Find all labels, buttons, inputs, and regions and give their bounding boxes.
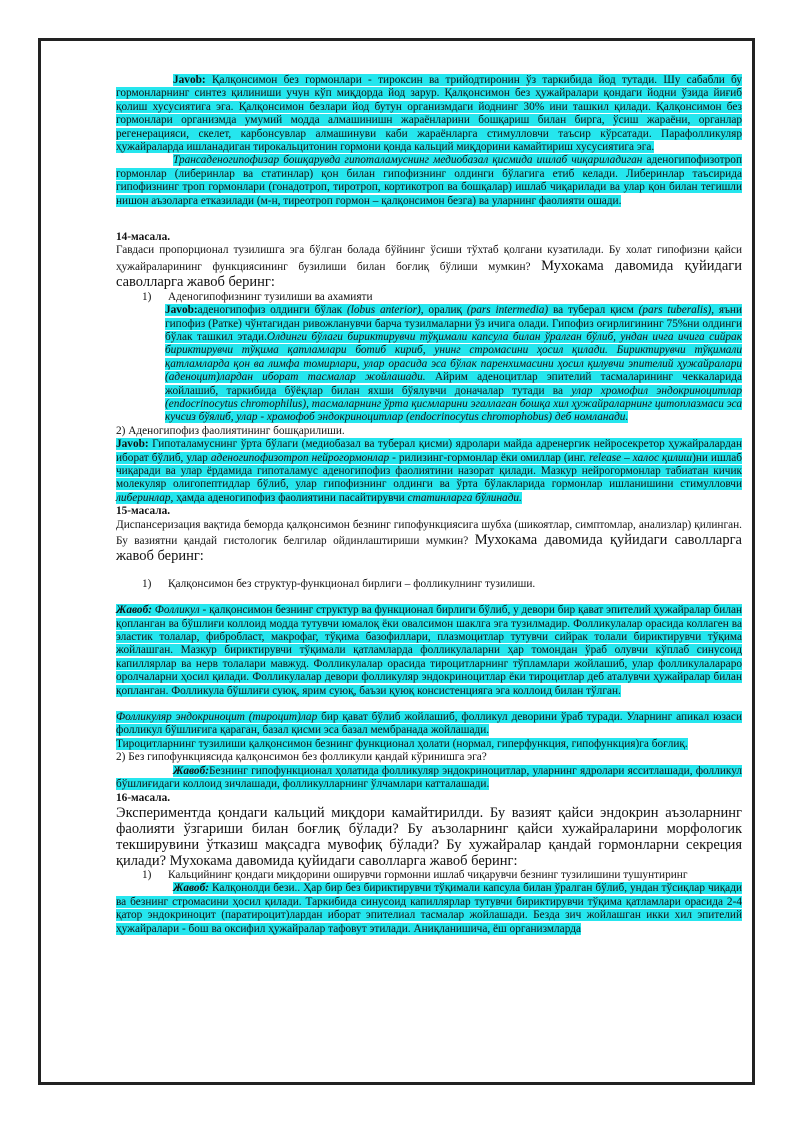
problem-15-follicular-cells: Фолликуляр эндокриноцит (тироцит)лар бир қават бўлиб жойлашиб, фолликул деворини ўраб туради. Уларнинг апикал юзаси фолликул бўшлиғига қараган, базал қисми эса базал мембранада жойлашади. — [116, 711, 742, 737]
problem-14-answer-2: Javob: Гипоталамуснинг ўрта бўлаги (медиобазал ва туберал қисми) ядролари майда адренергик нейросекретор ҳужайралардан иборат бўлиб, улар аденогипофизотроп нейрогормонлар - рилизинг-гормонлар ёки омиллар (инг. release – халос қилиш)ни ишлаб чиқаради ва улар ёрдамида гипоталамус аденогипофиз фаолиятини назорат қилади. Мазкур нейрогормонлар табиатан кичик молекуляр олигопептидлар бўлиб, улар гипофизнинг олдинги ва ўрта бўлакларида гормонлар ишланишини стимулловчи либеринлар, ҳамда аденогипофиз фаолиятини пасайтирувчи статинларга бўлинади. — [116, 438, 743, 504]
problem-16-question-1: 1) Кальцийнинг қондаги миқдорини оширувчи гормонни ишлаб чиқарувчи безнинг тузилишини тушунтиринг — [142, 868, 688, 881]
problem-14-answer-1: Javob:аденогипофиз олдинги бўлак (lobus anterior), оралиқ (pars intermedia) ва туберал қисм (pars tuberalis), яъни гипофиз (Ратке) чўнтагидан ривожланувчи барча тузилмаларни ўз ичига олади. Гипофиз оғирлигининг 75%ни олдинги бўлак ташкил этади.Олдинги бўлаги бириктирувчи тўқимали капсула билан ўралган бўлиб, ундан ичга ичига сийрак бириктирувчи тўқима қатламлари ботиб кириб, унинг стромасини ҳосил қилади. Бириктирувчи тўқимали қатламларда қон ва лимфа томирлари, улар орасида эса бўлак паренхимасини ҳосил қилувчи эпителий ҳужайралари (аденоцит)лардан иборат тасмалар жойлашади. Айрим аденоцитлар эпителий тасмаларининг чеккаларида жойлашиб, таркибида бўёқлар билан яхши бўялувчи доначалар тутади ва улар хромофил эндокриноцитлар (endocrinocytus chromophilus), тасмаларнинг ўрта қисмларини эгаллаган бошқа хил ҳужайраларнинг цитоплазмаси эса кучсиз бўялиб, улар - хромофоб эндокриноцитлар (endocrinocytus chromophobus) деб номланади. — [165, 304, 742, 424]
problem-14-question-2: 2) Аденогипофиз фаолиятининг бошқарилиши. — [116, 424, 345, 437]
problem-15-title: 15-масала. — [116, 505, 171, 518]
answer-thyroid-hormones: Javob: Қалқонсимон без гормонлари - тироксин ва трийодтиронин ўз таркибида йод тутади. Шу сабабли бу гормонларнинг синтез қилиниши учун кўп миқдорда йод зарур. Қалқонсимон без ҳужайралари қондаги йодни ўзида йиғиб қолиш хусусиятига эга. Қалқонсимон безлари йод бутун организмдаги йоднинг 30% ини ташкил қилади. Қалқонсимон без гормонлари организмда умумий модда алмашинишн жараёнларини бошқариш билан бирга, ўсиш жараёни, органлар регенерацияси, скелет, карбонсувлар алмашинуви каби жараёнларга стимулловчи таъсир кўрсатади. Парафолликуляр ҳужайраларда ишланадиган тирокальцитонин гормони қонда кальций миқдорини камайтириш хусусиятига эга. — [116, 74, 743, 154]
problem-14-title: 14-масала. — [116, 231, 171, 244]
problem-16-text: Экспериментда қондаги кальций миқдори камайтирилди. Бу вазият қайси эндокрин аъзоларнинг фаолияти ўзгариши билан боғлиқ бўлади? Бу аъзоларнинг қайси хужайраларини морфологик текширувини ўтказиш мақсадга мувофиқ бўлади? Бу хужайралар қандай гормонларни секреция қилади? Мухокама давомида қуйидаги саволларга жавоб беринг: — [116, 804, 742, 869]
problem-15-answer-1: Жавоб: Фолликул - қалқонсимон безнинг структур ва функционал бирлиги бўлиб, у девори бир қават эпителий ҳужайралар билан қопланган ва бўшлиғи коллоид модда тутувчи юмалоқ ёки овалсимон шаклга эга тузилмадир. Фолликулалар орасида коллаген ва эластик толалар, фибробласт, макрофаг, тўқима базофиллари, плазмоцитлар тутувчи сийрак толали бириктирувчи тўқима жойлашган. Мазкур бириктирувчи тўқимали қатламларда фолликулаларни ҳар томондан ўраб олувчи кўплаб синусоид капиллярлар ва нерв толалари мавжуд. Фолликулалар орасида тироцитларнинг тўпламлари жойлашиб, улар фолликулалараро оролчаларни ҳосил қилади. Фолликулалар девори фолликуляр эндокриноцитлар ёки тироцитлар деб аталувчи ҳужайралар билан қопланган. Фолликула бўшлиғи суюқ, ярим суюқ, баъзи қуюқ консистенцияга эга коллоид билан тўлган. — [116, 604, 743, 697]
problem-15-answer-2: Жавоб:Безнинг гипофункционал ҳолатида фолликуляр эндокриноцитлар, уларнинг ядролари ясситлашади, фолликул бўшлиғидаги коллоид зичлашади, фолликулларнинг ўлчамлари катталашади. — [116, 764, 742, 791]
answer-transadenohypophyseal: Трансаденогипофизар бошқарувда гипоталамуснинг медиобазал қисмида ишлаб чиқариладиган аденогипофизотроп гормонлар (либеринлар ва статинлар) қон билан гипофизнинг олдинги бўлагига етиб келади. Либеринлар таъсирида гипофизнинг троп гормонлари (гонадотроп, тиротроп, кортикотроп ва бошқалар) ишлаб чиқарилади ва улар қон билан тегишли нишон аъзоларга етказилади (м-н, тиреотроп гормон – қалқонсимон безга) ва уларнинг фаолияти ошади. — [116, 154, 743, 207]
problem-15-question-1: 1) Қалқонсимон без структур-функционал бирлиги – фолликулнинг тузилиши. — [142, 577, 536, 590]
problem-15-question-2: 2) Без гипофункциясида қалқонсимон без фолликули қандай кўринишга эга? — [116, 751, 487, 764]
problem-15-text: Диспансеризация вақтида беморда қалқонсимон безнинг гипофункциясига шубха (шикоятлар, симптомлар, анализлар) қилинган. Бу вазиятни қандай гистологик белгилар ойдинлаштириши мумкин? Мухокама давомида қуйидаги саволларга жавоб беринг: — [116, 518, 742, 565]
problem-14-question-1: 1) Аденогипофизнинг тузилиши ва ахамияти — [142, 290, 373, 303]
problem-15-thyrocyte-structure: Тироцитларнинг тузилиши қалқонсимон безнинг функционал ҳолати (нормал, гиперфункция, гипофункция)га боғлиқ. — [116, 737, 688, 750]
document-page — [116, 74, 742, 936]
problem-16-answer-1: Жавоб: Калқонолди бези.. Ҳар бир без бириктирувчи тўқимали капсула билан ўралган бўлиб, ундан тўсиқлар чиқади ва безнинг стромасини ҳосил қилади. Таркибида синусоид капиллярлар тутувчи бириктирувчи тўқима қатламлари орасида 2-4 қатор эндокриноцит (паратироцит)лардан иборат эпителиал тасмалар жойлашади. Безда зич жойлашган икки хил эпителий ҳужайралари - бош ва оксифил ҳужайралар тафовут этилади. Аниқланишича, ёш организмларда — [116, 882, 742, 935]
problem-16-title: 16-масала. — [116, 791, 171, 804]
problem-14-text: Гавдаси пропорционал тузилишга эга бўлган болада бўйнинг ўсиши тўхтаб қолгани кузатилади. Бу холат гипофизни қайси ҳужайраларининг функциясининг бузилиши билан боғлиқ бўлиши мумкин? Мухокама давомида қуйидаги саволларга жавоб беринг: — [116, 244, 743, 291]
answer-label: Javob: — [173, 74, 206, 86]
